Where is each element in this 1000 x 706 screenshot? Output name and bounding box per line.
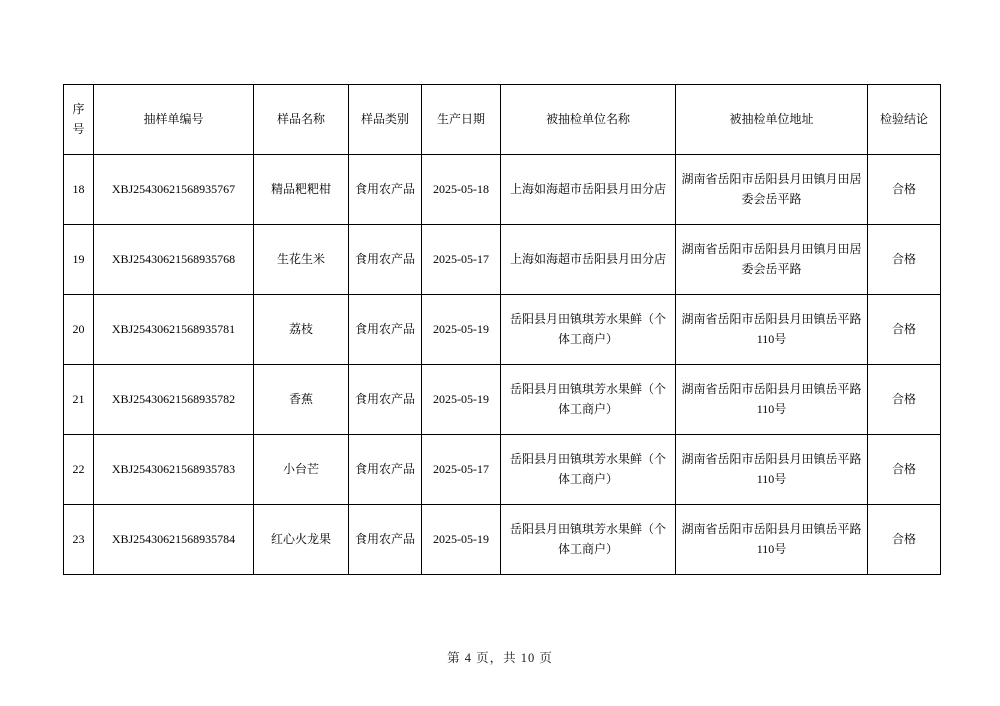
table-cell-sample-name: 精品粑粑柑 bbox=[254, 155, 349, 225]
table-cell-sample-no: XBJ25430621568935782 bbox=[94, 365, 254, 435]
table-row bbox=[64, 435, 941, 505]
table-cell-inspected-unit-address: 湖南省岳阳市岳阳县月田镇岳平路110号 bbox=[676, 435, 868, 505]
table-cell-index: 21 bbox=[64, 365, 94, 435]
table-cell-sample-category: 食用农产品 bbox=[349, 295, 422, 365]
table-cell-inspected-unit-address: 湖南省岳阳市岳阳县月田镇岳平路110号 bbox=[676, 295, 868, 365]
table-cell-index: 18 bbox=[64, 155, 94, 225]
table-cell-inspected-unit-name: 岳阳县月田镇琪芳水果鲜（个体工商户） bbox=[501, 365, 676, 435]
table-cell-index: 20 bbox=[64, 295, 94, 365]
table-cell-sample-category: 食用农产品 bbox=[349, 505, 422, 575]
table-cell-sample-no: XBJ25430621568935768 bbox=[94, 225, 254, 295]
table-cell-production-date: 2025-05-17 bbox=[422, 225, 501, 295]
inspection-results-table bbox=[63, 84, 941, 575]
table-cell-sample-no: XBJ25430621568935783 bbox=[94, 435, 254, 505]
table-cell-sample-category: 食用农产品 bbox=[349, 365, 422, 435]
table-row bbox=[64, 295, 941, 365]
table-cell-conclusion: 合格 bbox=[868, 505, 941, 575]
table-cell-sample-name: 小台芒 bbox=[254, 435, 349, 505]
table-cell-sample-no: XBJ25430621568935767 bbox=[94, 155, 254, 225]
table-cell-index: 19 bbox=[64, 225, 94, 295]
table-cell-conclusion: 合格 bbox=[868, 155, 941, 225]
table-cell-production-date: 2025-05-19 bbox=[422, 365, 501, 435]
table-cell-inspected-unit-name: 岳阳县月田镇琪芳水果鲜（个体工商户） bbox=[501, 295, 676, 365]
table-row bbox=[64, 505, 941, 575]
table-cell-inspected-unit-address: 湖南省岳阳市岳阳县月田镇月田居委会岳平路 bbox=[676, 225, 868, 295]
table-cell-sample-no: XBJ25430621568935781 bbox=[94, 295, 254, 365]
table-cell-inspected-unit-address: 湖南省岳阳市岳阳县月田镇岳平路110号 bbox=[676, 365, 868, 435]
table-cell-inspected-unit-address: 湖南省岳阳市岳阳县月田镇岳平路110号 bbox=[676, 505, 868, 575]
table-cell-inspected-unit-name: 上海如海超市岳阳县月田分店 bbox=[501, 225, 676, 295]
table-cell-sample-name: 香蕉 bbox=[254, 365, 349, 435]
table-cell-sample-category: 食用农产品 bbox=[349, 435, 422, 505]
table-row bbox=[64, 365, 941, 435]
column-header-inspected-unit-name: 被抽检单位名称 bbox=[501, 85, 676, 155]
column-header-production-date: 生产日期 bbox=[422, 85, 501, 155]
column-header-index: 序号 bbox=[64, 85, 94, 155]
table-cell-conclusion: 合格 bbox=[868, 365, 941, 435]
column-header-inspected-unit-address: 被抽检单位地址 bbox=[676, 85, 868, 155]
page-number-footer: 第 4 页，共 10 页 bbox=[447, 651, 553, 665]
table-cell-sample-category: 食用农产品 bbox=[349, 225, 422, 295]
table-header-row bbox=[64, 85, 941, 155]
table-cell-production-date: 2025-05-18 bbox=[422, 155, 501, 225]
table-cell-inspected-unit-name: 上海如海超市岳阳县月田分店 bbox=[501, 155, 676, 225]
table-row bbox=[64, 225, 941, 295]
table-cell-inspected-unit-name: 岳阳县月田镇琪芳水果鲜（个体工商户） bbox=[501, 435, 676, 505]
table-cell-sample-name: 荔枝 bbox=[254, 295, 349, 365]
table-body bbox=[64, 155, 941, 575]
table-cell-inspected-unit-address: 湖南省岳阳市岳阳县月田镇月田居委会岳平路 bbox=[676, 155, 868, 225]
table-cell-production-date: 2025-05-17 bbox=[422, 435, 501, 505]
column-header-sample-category: 样品类别 bbox=[349, 85, 422, 155]
table-cell-index: 23 bbox=[64, 505, 94, 575]
table-cell-index: 22 bbox=[64, 435, 94, 505]
table-row bbox=[64, 155, 941, 225]
table-cell-conclusion: 合格 bbox=[868, 435, 941, 505]
column-header-sample-name: 样品名称 bbox=[254, 85, 349, 155]
table-cell-sample-name: 生花生米 bbox=[254, 225, 349, 295]
column-header-conclusion: 检验结论 bbox=[868, 85, 941, 155]
table-cell-sample-name: 红心火龙果 bbox=[254, 505, 349, 575]
table-cell-conclusion: 合格 bbox=[868, 225, 941, 295]
table-cell-production-date: 2025-05-19 bbox=[422, 295, 501, 365]
table-cell-inspected-unit-name: 岳阳县月田镇琪芳水果鲜（个体工商户） bbox=[501, 505, 676, 575]
table-cell-sample-no: XBJ25430621568935784 bbox=[94, 505, 254, 575]
column-header-sample-no: 抽样单编号 bbox=[94, 85, 254, 155]
table-cell-conclusion: 合格 bbox=[868, 295, 941, 365]
table-cell-sample-category: 食用农产品 bbox=[349, 155, 422, 225]
table-cell-production-date: 2025-05-19 bbox=[422, 505, 501, 575]
